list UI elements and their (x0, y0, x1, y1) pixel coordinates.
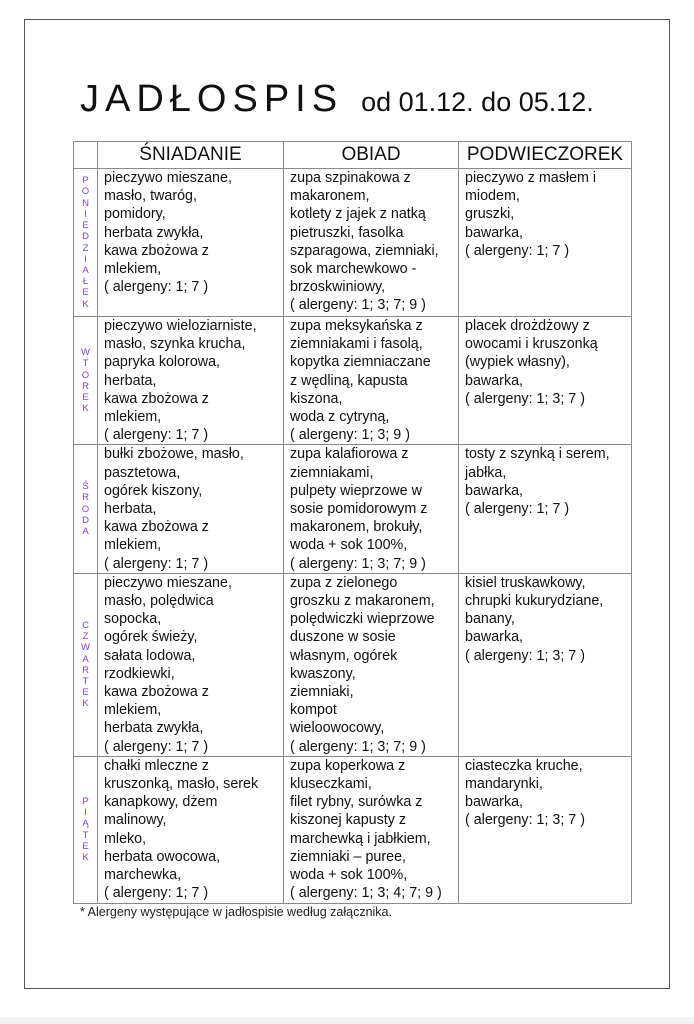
menu-item-line: miodem, (465, 188, 520, 205)
menu-item-line: kiszonej kapusty z (290, 812, 407, 829)
menu-item-line: pietruszki, fasolka (290, 224, 404, 241)
day-letter: A (82, 264, 89, 276)
day-letter: O (81, 503, 90, 515)
menu-item-line: ( alergeny: 1; 3; 7 ) (465, 812, 585, 829)
menu-item-line: kiszona, (290, 390, 343, 407)
day-letter: Z (82, 631, 89, 643)
menu-item-line: herbata, (104, 501, 157, 518)
menu-item-line: sosie pomidorowym z (290, 501, 428, 518)
menu-item-line: woda + sok 100%, (290, 537, 408, 554)
menu-item-line: makaronem, (290, 188, 370, 205)
menu-item-line: masło, polędwica (104, 593, 214, 610)
lunch-cell (284, 169, 459, 317)
menu-item-line: ( alergeny: 1; 7 ) (465, 242, 570, 259)
table-row (74, 317, 632, 445)
menu-item-line: marchewka, (104, 867, 182, 884)
menu-item-line: herbata owocowa, (104, 848, 221, 865)
day-letter: K (82, 403, 89, 415)
menu-item-line: ( alergeny: 1; 3; 7; 9 ) (290, 555, 426, 572)
day-label-cell (74, 573, 98, 756)
menu-item-line: kotlety z jajek z natką (290, 206, 426, 223)
table-row (74, 445, 632, 573)
menu-item-line: ( alergeny: 1; 7 ) (104, 279, 209, 296)
menu-item-line: ( alergeny: 1; 3; 7 ) (465, 390, 585, 407)
day-letter: I (84, 807, 87, 819)
column-header-lunch: OBIAD (284, 142, 459, 169)
day-letter: K (82, 698, 89, 710)
menu-item-line: ziemniakami i fasolą, (290, 336, 423, 353)
menu-item-line: malinowy, (104, 812, 167, 829)
day-letter: R (82, 664, 89, 676)
snack-cell (459, 317, 632, 445)
menu-item-line: bawarka, (465, 629, 524, 646)
menu-item-line: tosty z szynką i serem, (465, 446, 610, 463)
day-letter: D (82, 514, 89, 526)
menu-item-line: mleko, (104, 830, 147, 847)
menu-item-line: kawa zbożowa z (104, 519, 209, 536)
menu-item-line: ( alergeny: 1; 7 ) (104, 738, 209, 755)
breakfast-cell (98, 445, 284, 573)
menu-item-line: pieczywo z masłem i (465, 170, 597, 186)
menu-item-line: woda z cytryną, (290, 409, 390, 426)
menu-item-line: pieczywo wieloziarniste, (104, 318, 257, 334)
menu-item-line: zupa z zielonego (290, 574, 398, 591)
menu-item-line: polędwiczki wieprzowe (290, 611, 435, 628)
menu-item-line: kawa zbożowa z (104, 684, 209, 701)
menu-item-line: pieczywo mieszane, (104, 574, 232, 591)
menu-item-line: ciasteczka kruche, (465, 757, 583, 774)
menu-item-line: gruszki, (465, 206, 515, 223)
menu-item-line: kompot (290, 702, 337, 719)
day-letter: K (82, 298, 89, 310)
menu-item-line: jabłka, (465, 464, 507, 481)
day-letter: O (81, 186, 90, 198)
menu-item-line: mlekiem, (104, 537, 162, 554)
menu-item-line: ( alergeny: 1; 7 ) (104, 885, 209, 902)
menu-item-line: ( alergeny: 1; 7 ) (104, 427, 209, 444)
menu-item-line: własnym, ogórek (290, 647, 398, 664)
menu-item-line: ogórek świeży, (104, 629, 198, 646)
menu-item-line: ziemniakami, (290, 464, 374, 481)
lunch-cell (284, 573, 459, 756)
day-letter: W (81, 347, 90, 359)
menu-item-line: kruszonką, masło, serek (104, 776, 259, 793)
lunch-cell (284, 756, 459, 903)
day-label-cell (74, 756, 98, 903)
day-letter: E (82, 840, 89, 852)
menu-item-line: marchewką i jabłkiem, (290, 830, 431, 847)
table-row (74, 169, 632, 317)
title-row (80, 78, 594, 121)
menu-item-line: herbata, (104, 372, 157, 389)
day-label-cell (74, 169, 98, 317)
menu-item-line: pulpety wieprzowe w (290, 482, 422, 499)
menu-item-line: wieloowocowy, (290, 720, 385, 737)
bottom-strip (0, 1017, 694, 1024)
menu-item-line: szparagowa, ziemniaki, (290, 242, 439, 259)
menu-item-line: bawarka, (465, 372, 524, 389)
day-letter: P (82, 175, 89, 187)
menu-item-line: kanapkowy, dżem (104, 794, 218, 811)
day-label (74, 620, 97, 710)
menu-item-line: ( alergeny: 1; 3; 9 ) (290, 427, 410, 444)
menu-item-line: duszone w sosie (290, 629, 396, 646)
day-letter: E (82, 220, 89, 232)
menu-item-line: mlekiem, (104, 261, 162, 278)
day-letter: A (82, 525, 89, 537)
menu-item-line: ziemniaki, (290, 684, 354, 701)
menu-item-line: bawarka, (465, 224, 524, 241)
snack-cell (459, 573, 632, 756)
day-letter: W (81, 642, 90, 654)
day-letter: Z (82, 242, 89, 254)
day-letter: T (82, 358, 89, 370)
menu-item-line: masło, szynka krucha, (104, 336, 246, 353)
menu-item-line: bułki zbożowe, masło, (104, 446, 244, 463)
menu-item-line: mlekiem, (104, 702, 162, 719)
header-row (74, 142, 632, 169)
menu-item-line: kisiel truskawkowy, (465, 574, 586, 591)
menu-item-line: bawarka, (465, 482, 524, 499)
date-range: od 01.12. do 05.12. (361, 87, 594, 117)
menu-item-line: woda + sok 100%, (290, 867, 408, 884)
menu-item-line: sok marchewkowo - (290, 261, 417, 278)
day-letter: K (82, 852, 89, 864)
day-letter: D (82, 231, 89, 243)
day-letter: I (84, 253, 87, 265)
menu-item-line: rzodkiewki, (104, 665, 175, 682)
menu-item-line: brzoskwiniowy, (290, 279, 386, 296)
column-header-snack: PODWIECZOREK (459, 142, 632, 169)
day-letter: E (82, 391, 89, 403)
menu-item-line: chrupki kukurydziane, (465, 593, 604, 610)
menu-item-line: sałata lodowa, (104, 647, 196, 664)
menu-item-line: zupa koperkowa z (290, 757, 406, 774)
day-label-cell (74, 445, 98, 573)
menu-item-line: herbata zwykła, (104, 224, 204, 241)
day-letter: E (82, 687, 89, 699)
day-letter: T (82, 829, 89, 841)
allergen-footnote: * Alergeny występujące w jadłospisie według załącznika. (80, 905, 392, 919)
snack-cell (459, 756, 632, 903)
menu-item-line: mlekiem, (104, 409, 162, 426)
day-letter: Ś (82, 481, 89, 493)
table-row (74, 573, 632, 756)
menu-item-line: papryka kolorowa, (104, 354, 221, 371)
breakfast-cell (98, 573, 284, 756)
table-row (74, 756, 632, 903)
menu-item-line: owocami i kruszonką (465, 336, 598, 353)
menu-item-line: pasztetowa, (104, 464, 181, 481)
menu-table (73, 141, 632, 904)
snack-cell (459, 169, 632, 317)
day-letter: O (81, 369, 90, 381)
menu-item-line: kluseczkami, (290, 776, 372, 793)
menu-item-line: (wypiek własny), (465, 354, 570, 371)
breakfast-cell (98, 169, 284, 317)
day-label (74, 481, 97, 537)
day-letter: R (82, 380, 89, 392)
breakfast-cell (98, 756, 284, 903)
day-letter: E (82, 287, 89, 299)
day-letter: R (82, 492, 89, 504)
day-letter: Ą (82, 818, 89, 830)
lunch-cell (284, 445, 459, 573)
day-label-cell (74, 317, 98, 445)
menu-item-line: ziemniaki – puree, (290, 848, 407, 865)
day-label (74, 796, 97, 863)
menu-item-line: makaronem, brokuły, (290, 519, 423, 536)
menu-item-line: masło, twaróg, (104, 188, 197, 205)
menu-item-line: mandarynki, (465, 776, 543, 793)
menu-item-line: z wędliną, kapusta (290, 372, 408, 389)
menu-item-line: ( alergeny: 1; 3; 4; 7; 9 ) (290, 885, 442, 902)
menu-item-line: banany, (465, 611, 515, 628)
menu-item-line: zupa szpinakowa z (290, 170, 411, 186)
lunch-cell (284, 317, 459, 445)
menu-item-line: zupa meksykańska z (290, 318, 423, 334)
column-header-day (74, 142, 98, 169)
menu-item-line: ( alergeny: 1; 3; 7; 9 ) (290, 738, 426, 755)
menu-item-line: zupa kalafiorowa z (290, 446, 409, 463)
menu-item-line: groszku z makaronem, (290, 593, 435, 610)
menu-item-line: ( alergeny: 1; 7 ) (104, 555, 209, 572)
menu-item-line: pieczywo mieszane, (104, 170, 232, 186)
menu-item-line: placek drożdżowy z (465, 318, 590, 334)
menu-item-line: sopocka, (104, 611, 162, 628)
menu-item-line: pomidory, (104, 206, 166, 223)
menu-item-line: ogórek kiszony, (104, 482, 203, 499)
breakfast-cell (98, 317, 284, 445)
page-title: JADŁOSPIS (80, 78, 344, 120)
day-letter: C (82, 620, 89, 632)
menu-item-line: kawa zbożowa z (104, 390, 209, 407)
day-label (74, 175, 97, 309)
day-letter: I (84, 208, 87, 220)
day-letter: P (82, 796, 89, 808)
snack-cell (459, 445, 632, 573)
menu-item-line: kawa zbożowa z (104, 242, 209, 259)
menu-item-line: herbata zwykła, (104, 720, 204, 737)
column-header-breakfast: ŚNIADANIE (98, 142, 284, 169)
day-letter: Ł (82, 276, 89, 288)
menu-item-line: ( alergeny: 1; 3; 7 ) (465, 647, 585, 664)
day-label (74, 347, 97, 414)
day-letter: N (82, 197, 89, 209)
menu-item-line: chałki mleczne z (104, 757, 209, 774)
day-letter: A (82, 653, 89, 665)
menu-item-line: ( alergeny: 1; 7 ) (465, 501, 570, 518)
menu-item-line: filet rybny, surówka z (290, 794, 423, 811)
menu-item-line: kwaszony, (290, 665, 356, 682)
day-letter: T (82, 676, 89, 688)
menu-item-line: kopytka ziemniaczane (290, 354, 431, 371)
menu-item-line: ( alergeny: 1; 3; 7; 9 ) (290, 297, 426, 314)
menu-item-line: bawarka, (465, 794, 524, 811)
